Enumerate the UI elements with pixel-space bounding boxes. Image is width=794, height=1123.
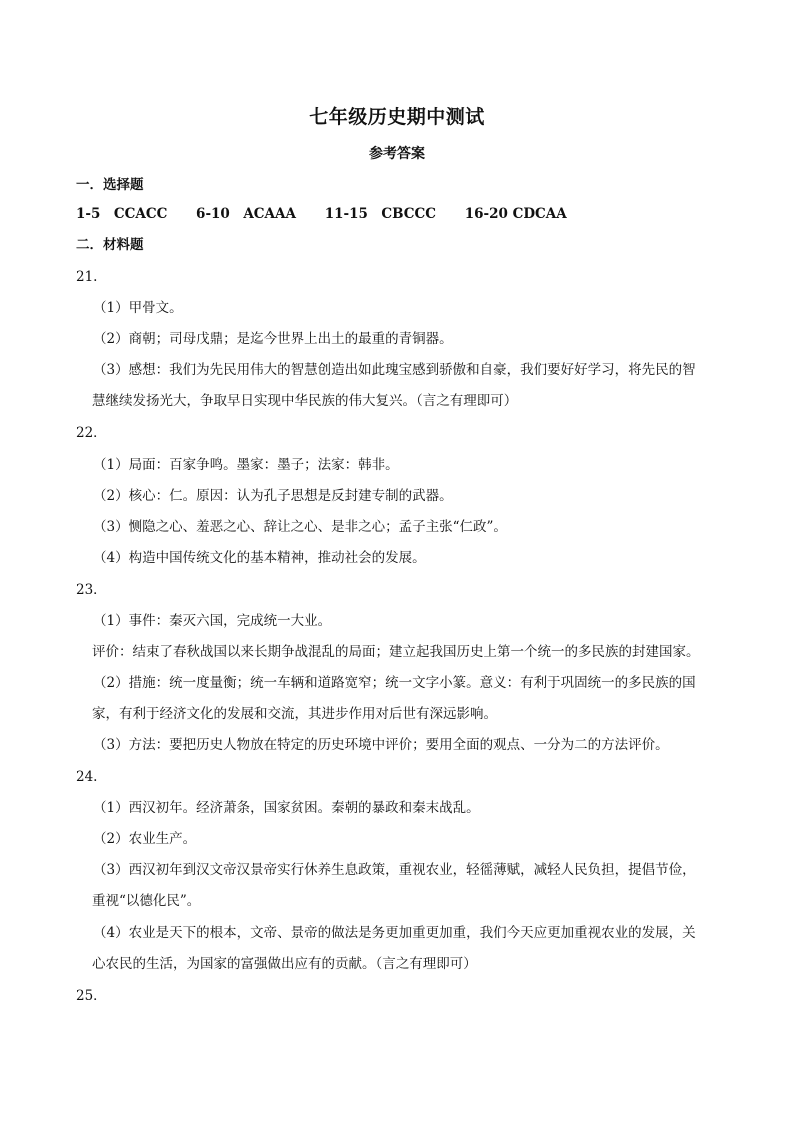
q23-answer-3: （3）方法：要把历史人物放在特定的历史环境中评价；要用全面的观点、一分为二的方法评价。 — [93, 737, 669, 753]
q23-answer-2-line-1: （2）措施：统一度量衡；统一车辆和道路宽窄；统一文字小篆。意义：有利于巩固统一的多民族的国 — [93, 675, 696, 691]
q24-answer-1: （1）西汉初年。经济萧条，国家贫困。秦朝的暴政和秦末战乱。 — [93, 800, 480, 816]
answer-group-2: 6-10 ACAAA — [196, 206, 296, 222]
section-heading-material: 二．材料题 — [76, 237, 144, 253]
q22-answer-2: （2）核心：仁。原因：认为孔子思想是反封建专制的武器。 — [93, 488, 453, 504]
q23-evaluation: 评价：结束了春秋战国以来长期争战混乱的局面；建立起我国历史上第一个统一的多民族的封建国家。 — [92, 644, 700, 660]
q24-answer-4-line-2: 心农民的生活，为国家的富强做出应有的贡献。（言之有理即可） — [92, 956, 477, 972]
section-heading-choice: 一．选择题 — [76, 177, 144, 193]
answer-group-4: 16-20 CDCAA — [464, 206, 567, 222]
question-number-21: 21. — [76, 269, 98, 285]
page-title: 七年级历史期中测试 — [309, 106, 485, 128]
answer-group-1: 1-5 CCACC — [76, 206, 168, 222]
choice-answers-row — [76, 204, 567, 224]
answer-group-3: 11-15 CBCCC — [324, 206, 437, 222]
question-number-25: 25． — [76, 988, 107, 1004]
q23-answer-2-line-2: 家，有利于经济文化的发展和交流，其进步作用对后世有深远影响。 — [92, 706, 497, 722]
q21-answer-2: （2）商朝；司母戊鼎；是迄今世界上出土的最重的青铜器。 — [93, 331, 453, 347]
page-subtitle: 参考答案 — [369, 146, 425, 162]
question-number-22: 22． — [76, 425, 107, 441]
question-number-23: 23． — [76, 582, 107, 598]
q24-answer-4-line-1: （4）农业是天下的根本，文帝、景帝的做法是务更加重更加重，我们今天应更加重视农业的发展，关 — [93, 925, 696, 941]
q22-answer-3: （3）恻隐之心、羞恶之心、辞让之心、是非之心；孟子主张“仁政”。 — [93, 519, 507, 535]
q24-answer-3-line-2: 重视“以德化民”。 — [92, 893, 201, 909]
q23-answer-1: （1）事件：秦灭六国，完成统一大业。 — [93, 613, 332, 629]
q24-answer-2: （2）农业生产。 — [93, 831, 197, 847]
question-number-24: 24. — [76, 769, 98, 785]
q21-answer-3-line-2: 慧继续发扬光大，争取早日实现中华民族的伟大复兴。（言之有理即可） — [92, 393, 518, 409]
q21-answer-3-line-1: （3）感想：我们为先民用伟大的智慧创造出如此瑰宝感到骄傲和自豪，我们要好好学习，将先民的智 — [93, 362, 696, 378]
q21-answer-1: （1）甲骨文。 — [93, 300, 183, 316]
q24-answer-3-line-1: （3）西汉初年到汉文帝汉景帝实行休养生息政策，重视农业，轻徭薄赋，减轻人民负担，提倡节俭， — [93, 862, 696, 878]
q22-answer-1: （1）局面：百家争鸣。墨家：墨子；法家：韩非。 — [93, 457, 399, 473]
q22-answer-4: （4）构造中国传统文化的基本精神，推动社会的发展。 — [93, 550, 426, 566]
